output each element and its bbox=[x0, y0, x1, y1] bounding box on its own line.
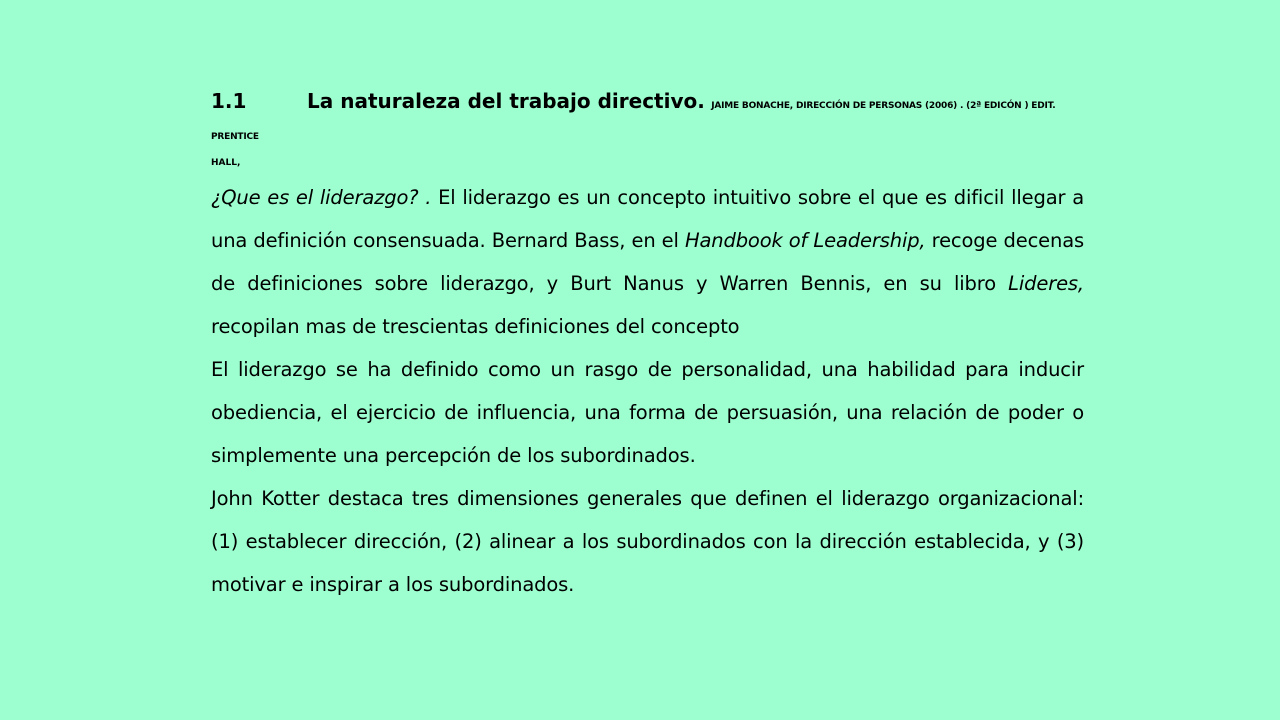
book-title-handbook: Handbook of Leadership, bbox=[684, 229, 926, 252]
paragraph1-text-a: El liderazgo es un concepto intuitivo sobre el que es dificil llegar a una definición consensuada. Bernard Bass, en el bbox=[211, 186, 1084, 252]
paragraph-leadership-traits: El liderazgo se ha definido como un rasgo de personalidad, una habilidad para inducir obediencia, el ejercicio de influencia, una forma de persuasión, una relación de poder o simplemente una percepción de los subordinados. bbox=[211, 358, 1084, 467]
paragraph-kotter-dimensions: John Kotter destaca tres dimensiones generales que definen el liderazgo organizacional: (1) establecer dirección, (2) alinear a los subordinados con la dirección establecida, y (3) motivar e inspirar a los subordinados. bbox=[211, 487, 1084, 596]
source-citation-continued: HALL, bbox=[211, 158, 241, 168]
paragraph1-text-c: recopilan mas de trescientas definiciones del concepto bbox=[211, 315, 740, 338]
slide-content bbox=[211, 88, 1084, 606]
book-title-lideres: Lideres, bbox=[1008, 272, 1084, 295]
section-number: 1.1 bbox=[211, 89, 247, 113]
paragraph-leadership-definition bbox=[211, 176, 1084, 348]
leadership-question: ¿Que es el liderazgo? . bbox=[211, 186, 432, 209]
paragraph1-text-b: recoge decenas de definiciones sobre liderazgo, y Burt Nanus y Warren Bennis, en su libro bbox=[211, 229, 1085, 295]
source-citation: JAIME BONACHE, DIRECCIÓN DE PERSONAS (2006) . (2ª EDICÓN ) EDIT. PRENTICE bbox=[211, 101, 1056, 142]
section-heading bbox=[211, 88, 1084, 176]
section-title: La naturaleza del trabajo directivo. bbox=[307, 89, 705, 113]
